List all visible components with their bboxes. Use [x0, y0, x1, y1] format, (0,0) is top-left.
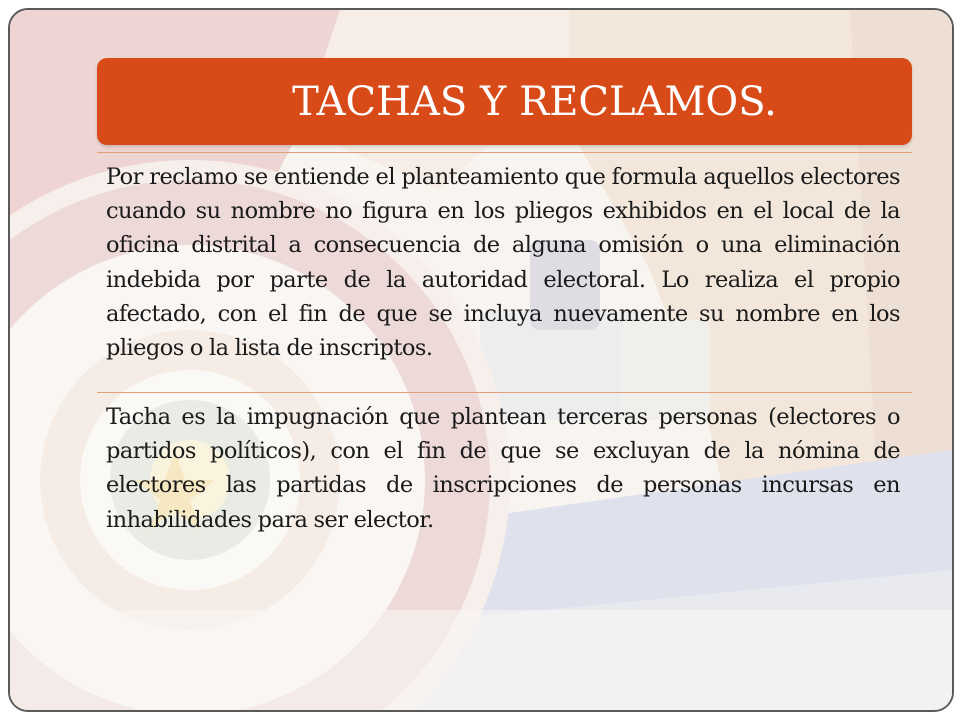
paragraph-tacha: Tacha es la impugnación que plantean terceras personas (electores o partidos políticos), con el fin de que se excluyan de la nómina de electores las partidas de inscripciones de personas incursas en inhabilidades para ser elector. — [106, 404, 900, 533]
divider-middle — [97, 392, 912, 393]
title-bar — [97, 58, 912, 145]
slide-title: TACHAS Y RECLAMOS. — [292, 78, 777, 125]
paragraph-reclamo: Por reclamo se entiende el planteamiento que formula aquellos electores cuando su nombre no figura en los pliegos exhibidos en el local de la oficina distrital a consecuencia de alguna omisión o una eliminación indebida por parte de la autoridad electoral. Lo realiza el propio afectado, con el fin de que se incluya nuevamente su nombre en los pliegos o la lista de inscriptos. — [106, 164, 900, 362]
divider-top — [97, 152, 912, 153]
